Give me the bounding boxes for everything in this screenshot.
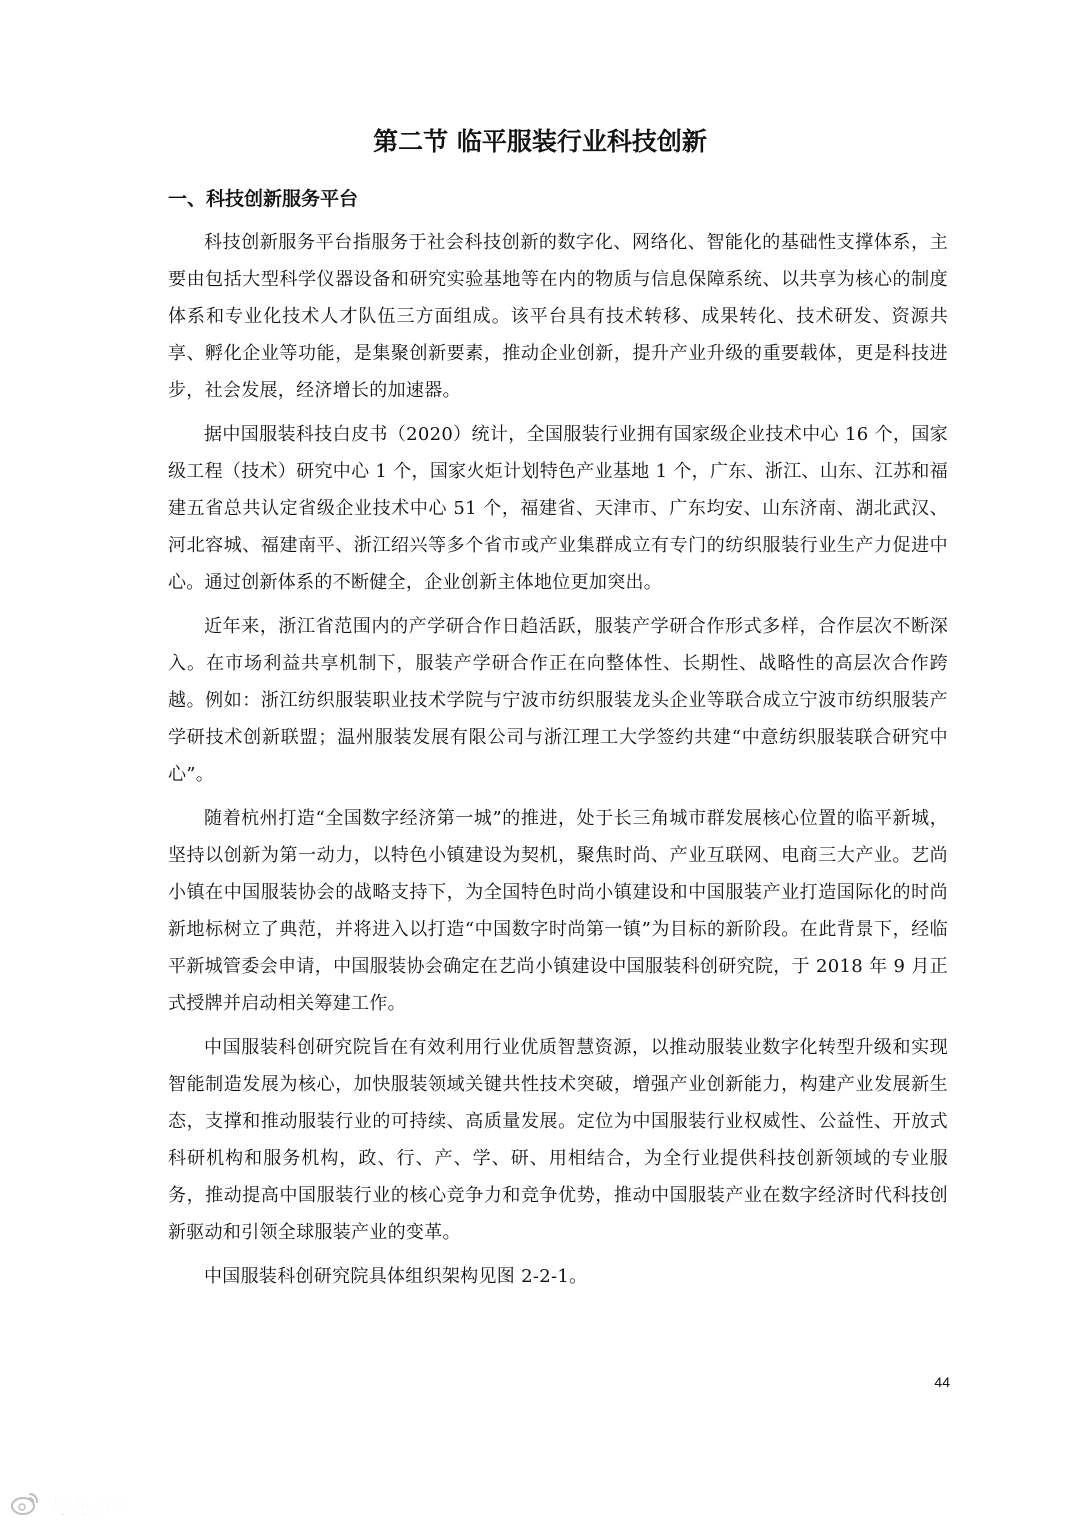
paragraph-research-institute-mission: 中国服装科创研究院旨在有效利用行业优质智慧资源，以推动服装业数字化转型升级和实现智能制造发展为核心，加快服装领域关键共性技术突破，增强产业创新能力，构建产业发展新生态，支撑和推动服装行业的可持续、高质量发展。定位为中国服装行业权威性、公益性、开放式科研机构和服务机构，政、行、产、学、研、用相结合，为全行业提供科技创新领域的专业服务，推动提高中国服装行业的核心竞争力和竞争优势，推动中国服装产业在数字经济时代科技创新驱动和引领全球服装产业的变革。 [168, 1037, 948, 1243]
paragraph-whitepaper-statistics: 据中国服装科技白皮书（2020）统计，全国服装行业拥有国家级企业技术中心 16 个，国家级工程（技术）研究中心 1 个，国家火炬计划特色产业基地 1 个，广东、浙江、山东、江苏和福建五省总共认定省级企业技术中心 51 个，福建省、天津市、广东均安、山东济南、湖北武汉、河北容城、福建南平、浙江绍兴等多个省市或产业集群成立有专门的纺织服装行业生产力促进中心。通过创新体系的不断健全，企业创新主体地位更加突出。 [168, 424, 948, 593]
page-number: 44 [934, 1374, 950, 1390]
watermark [10, 1490, 126, 1520]
paragraph-linping-new-city: 随着杭州打造“全国数字经济第一城”的推进，处于长三角城市群发展核心位置的临平新城，坚持以创新为第一动力，以特色小镇建设为契机，聚焦时尚、产业互联网、电商三大产业。艺尚小镇在中国服装协会的战略支持下，为全国特色时尚小镇建设和中国服装产业打造国际化的时尚新地标树立了典范，并将进入以打造“中国数字时尚第一镇”为目标的新阶段。在此背景下，经临平新城管委会申请，中国服装协会确定在艺尚小镇建设中国服装科创研究院，于 2018 年 9 月正式授牌并启动相关筹建工作。 [168, 808, 948, 1014]
paragraph-platform-definition: 科技创新服务平台指服务于社会科技创新的数字化、网络化、智能化的基础性支撑体系，主要由包括大型科学仪器设备和研究实验基地等在内的物质与信息保障系统、以共享为核心的制度体系和专业化技术人才队伍三方面组成。该平台具有技术转移、成果转化、技术研发、资源共享、孵化企业等功能，是集聚创新要素，推动企业创新，提升产业升级的重要载体，更是科技进步，社会发展，经济增长的加速器。 [168, 232, 948, 401]
weibo-logo-icon [10, 1490, 40, 1520]
section-title: 第二节 临平服装行业科技创新 [373, 127, 707, 156]
watermark-text: 大数跨境 [46, 1494, 126, 1519]
paragraph-industry-academia-cooperation: 近年来，浙江省范围内的产学研合作日趋活跃，服装产学研合作形式多样，合作层次不断深入。在市场利益共享机制下，服装产学研合作正在向整体性、长期性、战略性的高层次合作跨越。例如：浙江纺织服装职业技术学院与宁波市纺织服装龙头企业等联合成立宁波市纺织服装产学研技术创新联盟；温州服装发展有限公司与浙江理工大学签约共建“中意纺织服装联合研究中心”。 [168, 616, 948, 785]
paragraph-org-chart-reference: 中国服装科创研究院具体组织架构见图 2-2-1。 [204, 1266, 588, 1287]
subsection-heading: 一、科技创新服务平台 [168, 188, 359, 210]
body-text [168, 224, 948, 1302]
